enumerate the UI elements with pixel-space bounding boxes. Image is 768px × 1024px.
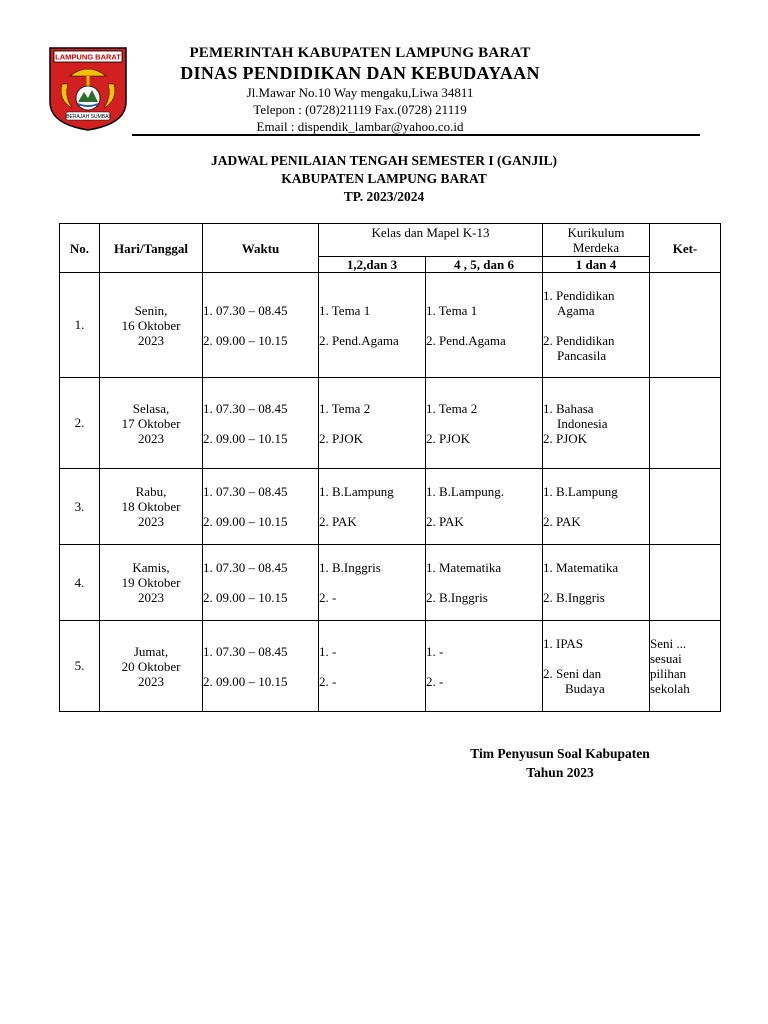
signature-block [440, 744, 680, 782]
row-k13-a: 1. - 2. - [319, 621, 426, 712]
logo-caption: LAMPUNG BARAT [55, 52, 121, 62]
title-line-1: JADWAL PENILAIAN TENGAH SEMESTER I (GANJIL) [211, 153, 557, 168]
row-time: 1. 07.30 – 08.45 2. 09.00 – 10.15 [203, 273, 319, 378]
row-ket [650, 273, 721, 378]
office-name: DINAS PENDIDIKAN DAN KEBUDAYAAN [180, 63, 540, 83]
row-ket [650, 469, 721, 545]
header-ket: Ket- [650, 224, 721, 273]
row-no: 2. [60, 378, 100, 469]
row-k13-b: 1. Tema 1 2. Pend.Agama [426, 273, 543, 378]
row-time: 1. 07.30 – 08.45 2. 09.00 – 10.15 [203, 621, 319, 712]
row-k13-a: 1. Tema 1 2. Pend.Agama [319, 273, 426, 378]
document-title [0, 152, 768, 206]
header-km-group: 1 dan 4 [543, 257, 650, 273]
row-k13-b: 1. B.Lampung. 2. PAK [426, 469, 543, 545]
row-km: 1. Bahasa Indonesia 2. PJOK [543, 378, 650, 469]
letterhead-divider [132, 134, 700, 136]
row-k13-b: 1. Matematika 2. B.Inggris [426, 545, 543, 621]
row-k13-b: 1. Tema 2 2. PJOK [426, 378, 543, 469]
row-no: 1. [60, 273, 100, 378]
row-k13-a: 1. B.Inggris 2. - [319, 545, 426, 621]
row-no: 5. [60, 621, 100, 712]
title-line-2: KABUPATEN LAMPUNG BARAT [281, 171, 487, 186]
row-k13-a: 1. Tema 2 2. PJOK [319, 378, 426, 469]
row-time: 1. 07.30 – 08.45 2. 09.00 – 10.15 [203, 545, 319, 621]
title-line-3: TP. 2023/2024 [343, 189, 425, 204]
row-no: 3. [60, 469, 100, 545]
row-ket [650, 545, 721, 621]
header-k13: Kelas dan Mapel K-13 [319, 224, 543, 257]
government-name: PEMERINTAH KABUPATEN LAMPUNG BARAT [189, 45, 531, 61]
row-km: 1. IPAS 2. Seni dan Budaya [543, 621, 650, 712]
header-no: No. [60, 224, 100, 273]
signature-year: Tahun 2023 [526, 765, 594, 780]
table-row [60, 378, 721, 469]
schedule-table [59, 223, 721, 712]
table-header-row [60, 224, 721, 257]
signature-team: Tim Penyusun Soal Kabupaten [470, 746, 650, 761]
office-address: Jl.Mawar No.10 Way mengaku,Liwa 34811 [246, 85, 474, 100]
row-k13-a: 1. B.Lampung 2. PAK [319, 469, 426, 545]
row-day: Senin, 16 Oktober 2023 [100, 273, 203, 378]
row-time: 1. 07.30 – 08.45 2. 09.00 – 10.15 [203, 378, 319, 469]
table-row [60, 545, 721, 621]
row-day: Jumat, 20 Oktober 2023 [100, 621, 203, 712]
office-phone: Telepon : (0728)21119 Fax.(0728) 21119 [253, 102, 467, 117]
row-day: Rabu, 18 Oktober 2023 [100, 469, 203, 545]
row-km: 1. Matematika 2. B.Inggris [543, 545, 650, 621]
row-km: 1. B.Lampung 2. PAK [543, 469, 650, 545]
header-k13-group-a: 1,2,dan 3 [319, 257, 426, 273]
table-row [60, 621, 721, 712]
row-ket [650, 378, 721, 469]
table-row [60, 273, 721, 378]
logo-motto: BERAJAH SUMBAI [66, 114, 110, 120]
header-kurikulum-merdeka: Kurikulum Merdeka [543, 224, 650, 257]
row-day: Kamis, 19 Oktober 2023 [100, 545, 203, 621]
row-no: 4. [60, 545, 100, 621]
row-ket: Seni ... sesuai pilihan sekolah [650, 621, 721, 712]
lampung-barat-emblem [48, 46, 128, 132]
letterhead [140, 44, 580, 135]
row-day: Selasa, 17 Oktober 2023 [100, 378, 203, 469]
header-time: Waktu [203, 224, 319, 273]
office-email: Email : dispendik_lambar@yahoo.co.id [256, 119, 464, 134]
row-k13-b: 1. - 2. - [426, 621, 543, 712]
row-km: 1. Pendidikan Agama 2. Pendidikan Pancasila [543, 273, 650, 378]
table-row [60, 469, 721, 545]
header-day: Hari/Tanggal [100, 224, 203, 273]
row-time: 1. 07.30 – 08.45 2. 09.00 – 10.15 [203, 469, 319, 545]
header-k13-group-b: 4 , 5, dan 6 [426, 257, 543, 273]
